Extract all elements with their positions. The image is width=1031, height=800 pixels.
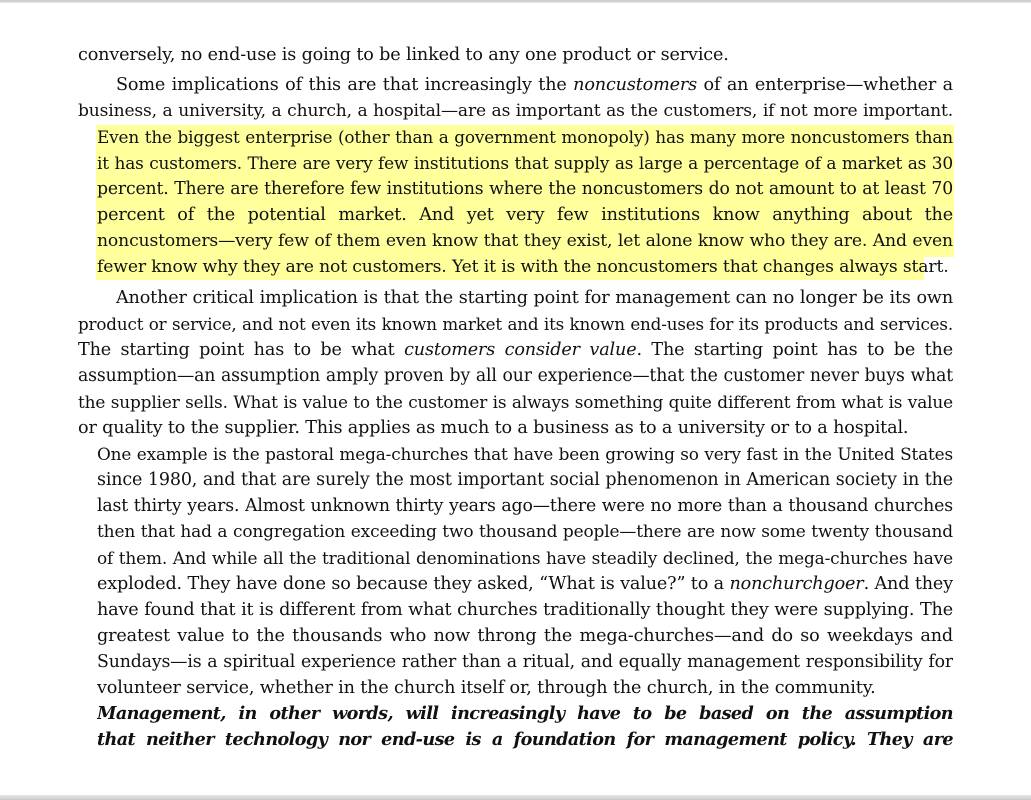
text-line xyxy=(78,337,953,363)
bold-italic-line: that neither technology nor end-use is a foundation for management policy. They are xyxy=(97,729,953,750)
text-line: since 1980, and that are surely the most important social phenomenon in American society in the xyxy=(97,470,953,490)
text-span: Some implications of this are that increasingly the xyxy=(116,75,574,95)
emphasis-noncustomers: noncustomers xyxy=(573,75,698,95)
text-line: conversely, no end-use is going to be linked to any one product or service. xyxy=(78,45,729,65)
text-span: . And they xyxy=(863,574,953,594)
text-line: or quality to the supplier. This applies as much to a business as to a university or to a hospital. xyxy=(78,418,909,438)
text-span: of an enterprise—whether a xyxy=(697,75,953,95)
text-line: Another critical implication is that the starting point for management can no longer be its own xyxy=(116,288,953,308)
text-span: The starting point has to be what xyxy=(78,340,405,360)
emphasis-nonchurchgoer: nonchurchgoer xyxy=(729,574,864,594)
text-span: . The starting point has to be the xyxy=(636,340,953,360)
text-line: have found that it is different from what churches traditionally thought they were supplying. The xyxy=(97,600,953,620)
text-line: volunteer service, whether in the church itself or, through the church, in the community. xyxy=(97,678,876,698)
text-line xyxy=(97,571,953,597)
emphasis-customers-consider-value: customers consider value xyxy=(404,340,637,360)
highlighted-line[interactable]: percent of the potential market. And yet very few institutions know anything about the xyxy=(97,205,953,225)
highlighted-line[interactable]: Even the biggest enterprise (other than a government monopoly) has many more noncustomers than xyxy=(97,127,953,147)
text-line: Sundays—is a spiritual experience rather than a ritual, and equally management responsibility for xyxy=(97,652,953,672)
highlighted-line[interactable]: noncustomers—very few of them even know that they exist, let alone know who they are. And even xyxy=(97,231,953,251)
text-line: product or service, and not even its known market and its known end-uses for its products and services. xyxy=(78,314,953,334)
highlighted-line[interactable]: it has customers. There are very few institutions that supply as large a percentage of a market as 30 xyxy=(97,153,953,173)
bold-italic-line: Management, in other words, will increasingly have to be based on the assumption xyxy=(97,703,953,724)
text-line: greatest value to the thousands who now throng the mega-churches—and do so weekdays and xyxy=(97,626,953,646)
text-line: the supplier sells. What is value to the customer is always something quite different from what is value xyxy=(78,392,953,412)
highlighted-line[interactable]: percent. There are therefore few institutions where the noncustomers do not amount to at least 70 xyxy=(97,179,953,199)
bottom-frame-border xyxy=(0,795,1031,800)
text-line: last thirty years. Almost unknown thirty years ago—there were no more than a thousand churches xyxy=(97,496,953,516)
text-line: of them. And while all the traditional denominations have steadily declined, the mega-churches have xyxy=(97,548,953,568)
text-line: One example is the pastoral mega-churches that have been growing so very fast in the United States xyxy=(97,444,953,464)
text-line: assumption—an assumption amply proven by all our experience—that the customer never buys what xyxy=(78,366,953,386)
text-line: business, a university, a church, a hospital—are as important as the customers, if not more important. xyxy=(78,101,953,121)
text-line: then that had a congregation exceeding two thousand people—there are now some twenty thousand xyxy=(97,522,953,542)
highlighted-line[interactable]: fewer know why they are not customers. Yet it is with the noncustomers that changes always start. xyxy=(97,257,949,277)
paragraph-implications-line xyxy=(78,72,953,98)
text-span: exploded. They have done so because they asked, “What is value?” to a xyxy=(97,574,730,594)
